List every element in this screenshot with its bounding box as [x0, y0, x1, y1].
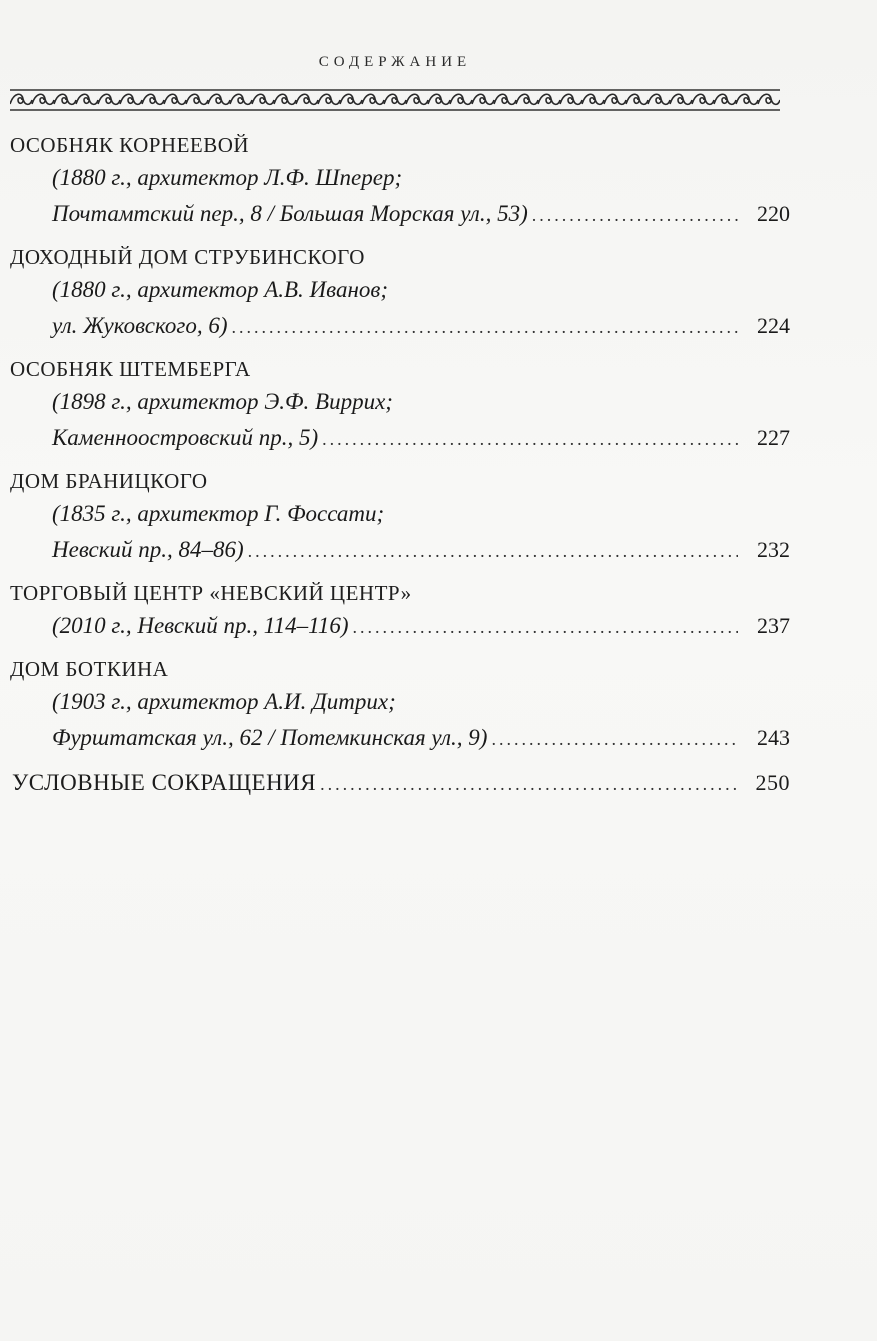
entry-detail-line: (1898 г., архитектор Э.Ф. Виррих; — [52, 389, 393, 414]
entry-title: ТОРГОВЫЙ ЦЕНТР «НЕВСКИЙ ЦЕНТР» — [10, 581, 412, 605]
entry-detail-leader-line — [10, 308, 790, 344]
entry-detail-leader-line — [10, 532, 790, 568]
page-number: 224 — [757, 313, 790, 338]
dot-leader — [248, 533, 738, 569]
entry-detail-leader-line — [10, 608, 790, 644]
entry-detail-line: (1880 г., архитектор А.В. Иванов; — [52, 277, 389, 302]
entry-title: ДОМ БРАНИЦКОГО — [10, 469, 208, 493]
toc-entry-strubinsky — [10, 242, 790, 344]
dot-leader — [491, 721, 738, 757]
page-number: 250 — [755, 770, 790, 795]
entry-title: УСЛОВНЫЕ СОКРАЩЕНИЯ — [12, 770, 317, 795]
ornament-border-icon — [10, 88, 780, 112]
entry-title: ДОМ БОТКИНА — [10, 657, 169, 681]
entry-detail-line: Каменноостровский пр., 5) — [52, 425, 319, 450]
page-number: 227 — [757, 425, 790, 450]
entry-title: ОСОБНЯК КОРНЕЕВОЙ — [10, 133, 250, 157]
entry-detail-line: (1880 г., архитектор Л.Ф. Шперер; — [52, 165, 403, 190]
toc-entry-botkin — [10, 654, 790, 756]
dot-leader — [353, 609, 738, 645]
entry-detail-leader-line — [10, 720, 790, 756]
dot-leader — [532, 197, 738, 233]
entry-detail-line: ул. Жуковского, 6) — [52, 313, 228, 338]
dot-leader — [320, 767, 738, 801]
entry-title: ДОХОДНЫЙ ДОМ СТРУБИНСКОГО — [10, 245, 365, 269]
dot-leader — [322, 421, 738, 457]
entry-detail-line: (1835 г., архитектор Г. Фоссати; — [52, 501, 385, 526]
entry-detail-line: Почтамтский пер., 8 / Большая Морская ул., 53) — [52, 201, 528, 226]
entry-detail-line: (2010 г., Невский пр., 114–116) — [52, 613, 349, 638]
toc-entry-abbreviations — [10, 766, 790, 800]
entry-detail-leader-line — [10, 196, 790, 232]
toc-entry-shtemberg — [10, 354, 790, 456]
page-number: 243 — [757, 725, 790, 750]
page-number: 237 — [757, 613, 790, 638]
toc-entry-branitsky — [10, 466, 790, 568]
entry-title: ОСОБНЯК ШТЕМБЕРГА — [10, 357, 251, 381]
page-number: 220 — [757, 201, 790, 226]
page-header-title: СОДЕРЖАНИЕ — [318, 54, 472, 70]
page-number: 232 — [757, 537, 790, 562]
entry-detail-line: Фурштатская ул., 62 / Потемкинская ул., 9) — [52, 725, 488, 750]
dot-leader — [232, 309, 739, 345]
entry-detail-line: Невский пр., 84–86) — [52, 537, 244, 562]
toc-entry-nevsky-center — [10, 578, 790, 644]
entry-detail-line: (1903 г., архитектор А.И. Дитрих; — [52, 689, 396, 714]
toc-entry-korneeva — [10, 130, 790, 232]
entry-detail-leader-line — [10, 420, 790, 456]
table-of-contents — [10, 130, 790, 800]
